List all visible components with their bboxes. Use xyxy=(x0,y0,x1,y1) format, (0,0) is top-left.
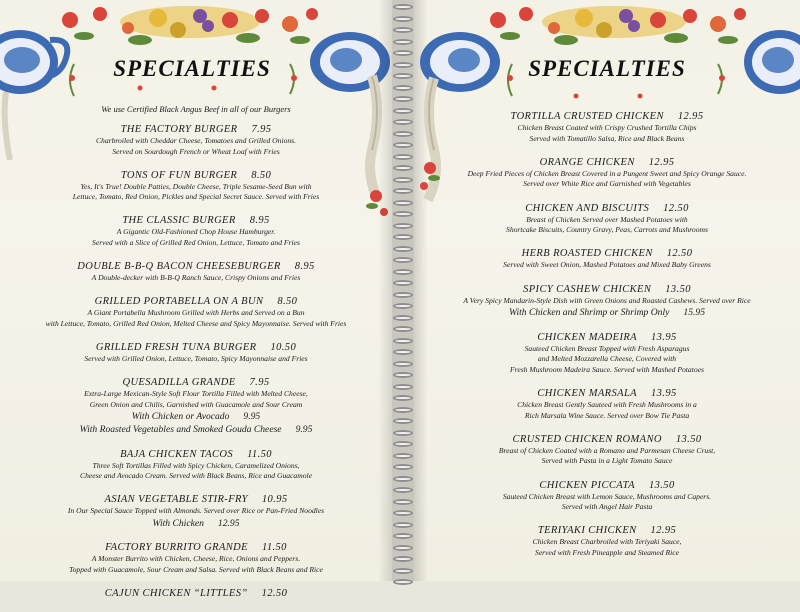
menu-item-name: TORTILLA CRUSTED CHICKEN xyxy=(510,111,664,122)
left-menu-page xyxy=(0,0,392,600)
menu-item-heading xyxy=(0,376,392,389)
spiral-coil xyxy=(393,188,413,194)
menu-item-heading xyxy=(414,387,800,400)
spiral-coil xyxy=(393,453,413,459)
spiral-coil xyxy=(393,73,413,79)
menu-item-name: CHICKEN PICCATA xyxy=(539,479,635,491)
menu-item-description: Sauteed Chicken Breast with Lemon Sauce, Mushrooms and Capers. xyxy=(502,491,712,501)
spiral-coil xyxy=(393,62,413,68)
menu-item xyxy=(0,169,392,203)
spiral-coil xyxy=(393,108,413,114)
menu-item-heading xyxy=(0,295,392,308)
menu-item-description: Three Soft Tortillas Filled with Spicy Chicken, Caramelized Onions, xyxy=(92,460,300,470)
menu-item-name: QUESADILLA GRANDE xyxy=(122,376,236,388)
spiral-coil xyxy=(393,154,413,160)
spiral-coil xyxy=(393,372,413,378)
menu-item-name: TONS OF FUN BURGER xyxy=(120,169,238,181)
menu-item xyxy=(0,448,392,482)
menu-item-description: A Gigantic Old-Fashioned Chop House Hamburger. xyxy=(116,227,276,237)
menu-item-description: Lettuce, Tomato, Red Onion, Pickles and Special Secret Sauce. Served with Fries xyxy=(72,192,320,202)
menu-item-description: Served on Sourdough French or Wheat Loaf with Fries xyxy=(112,146,280,156)
spiral-coil xyxy=(393,568,413,574)
menu-item-description: Charbroiled with Cheddar Cheese, Tomatoes and Grilled Onions. xyxy=(95,136,297,145)
menu-item-description: A Double-decker with B-B-Q Ranch Sauce, Crispy Onions and Fries xyxy=(91,273,301,283)
spiral-coil xyxy=(393,556,413,562)
spiral-coil xyxy=(393,522,413,528)
spiral-coil xyxy=(393,533,413,539)
menu-item xyxy=(414,110,800,144)
menu-item-price: 7.95 xyxy=(251,124,272,135)
spiral-coil xyxy=(393,142,413,148)
spiral-coil xyxy=(393,361,413,367)
spiral-coil xyxy=(393,292,413,298)
spiral-coil xyxy=(393,510,413,516)
menu-item-price: 8.95 xyxy=(294,261,315,273)
menu-item-heading xyxy=(0,169,392,182)
spiral-coil xyxy=(393,326,413,332)
menu-item-option xyxy=(0,423,392,436)
menu-item-description: Served with a Slice of Grilled Red Onion, Lettuce, Tomato and Fries xyxy=(92,237,300,247)
menu-item-heading xyxy=(0,448,392,461)
menu-item-description: Green Onion and Chilis, Garnished with Guacamole and Sour Cream xyxy=(89,399,303,409)
menu-item-description: Chicken Breast Charbroiled with Teriyaki Sauce, xyxy=(532,537,682,547)
menu-item-price: 13.50 xyxy=(648,479,675,491)
spiral-coil xyxy=(393,246,413,252)
spiral-coil xyxy=(393,257,413,263)
spiral-coil xyxy=(393,27,413,33)
menu-item xyxy=(414,283,800,320)
menu-item-name: CHICKEN MARSALA xyxy=(537,388,637,400)
menu-item-price: 11.50 xyxy=(247,448,272,460)
spiral-coil xyxy=(393,223,413,229)
menu-item-name: THE CLASSIC BURGER xyxy=(122,215,236,227)
spiral-coil xyxy=(393,165,413,171)
menu-item xyxy=(0,493,392,530)
spiral-coil xyxy=(393,119,413,125)
menu-item-name: DOUBLE B-B-Q BACON CHEESEBURGER xyxy=(77,261,281,273)
menu-item-name: CHICKEN MADEIRA xyxy=(537,331,637,343)
menu-item-heading xyxy=(0,341,392,354)
menu-item-name: GRILLED FRESH TUNA BURGER xyxy=(95,341,257,353)
menu-item-name: ORANGE CHICKEN xyxy=(539,156,635,168)
option-text: With Chicken xyxy=(152,517,204,529)
menu-item xyxy=(0,260,392,284)
menu-item-price: 10.95 xyxy=(261,494,288,506)
menu-item-description: Extra-Large Mexican-Style Soft Flour Tortilla Filled with Melted Cheese, xyxy=(84,388,308,398)
spiral-coil xyxy=(393,441,413,447)
menu-item-description: Served with Sweet Onion, Mashed Potatoes and Mixed Baby Greens xyxy=(503,260,711,270)
spiral-coil xyxy=(393,16,413,22)
menu-item-name: TERIYAKI CHICKEN xyxy=(537,525,637,537)
option-price: 9.95 xyxy=(243,411,261,423)
menu-item-description: Deep Fried Pieces of Chicken Breast Covered in a Pungent Sweet and Spicy Orange Sauce. xyxy=(467,168,747,178)
menu-item-description: Sauteed Chicken Breast Topped with Fresh Asparagus xyxy=(524,343,690,353)
menu-item-price: 12.50 xyxy=(261,588,288,600)
menu-item-description: Served with Angel Hair Pasta xyxy=(561,502,653,512)
menu-item-price: 13.95 xyxy=(651,331,677,343)
menu-item-heading xyxy=(414,524,800,537)
menu-item-name: GRILLED PORTABELLA ON A BUN xyxy=(94,296,264,308)
spiral-coil xyxy=(393,430,413,436)
page-title: SPECIALTIES xyxy=(113,56,271,81)
spiral-coil xyxy=(393,338,413,344)
menu-item-heading xyxy=(414,247,800,260)
menu-item-description: Breast of Chicken Served over Mashed Potatoes with xyxy=(526,214,688,224)
menu-item xyxy=(0,123,392,157)
flower-garland-icon xyxy=(490,6,746,45)
spiral-coil xyxy=(393,303,413,309)
menu-item-description: Cheese and Avocado Cream. Served with Black Beans, Rice and Guacamole xyxy=(80,471,312,481)
menu-item-heading xyxy=(414,110,800,123)
spiral-coil xyxy=(393,499,413,505)
menu-item-price: 10.50 xyxy=(270,341,297,353)
menu-item-description: Shortcake Biscuits, Country Gravy, Peas, Carrots and Mushrooms xyxy=(506,225,708,235)
menu-list xyxy=(0,104,392,612)
menu-item-heading xyxy=(0,493,392,506)
menu-item-heading xyxy=(414,283,800,296)
spiral-coil xyxy=(393,234,413,240)
spiral-coil xyxy=(393,384,413,390)
menu-item-option xyxy=(0,410,392,423)
menu-item-heading xyxy=(0,123,392,136)
menu-item xyxy=(414,524,800,558)
page-title: SPECIALTIES xyxy=(528,56,686,81)
menu-item-description: A Monster Burrito with Chicken, Cheese, Rice, Onions and Peppers. xyxy=(91,554,301,564)
menu-item-name: THE FACTORY BURGER xyxy=(120,124,238,135)
spiral-binding xyxy=(392,0,414,581)
menu-item-description: Yes, It's True! Double Patties, Double Cheese, Triple Sesame-Seed Bun with xyxy=(80,181,312,191)
menu-item-price: 8.95 xyxy=(249,215,270,227)
option-price: 9.95 xyxy=(295,424,313,436)
menu-item-name: ASIAN VEGETABLE STIR-FRY xyxy=(104,494,248,506)
spiral-coil xyxy=(393,39,413,45)
spiral-coil xyxy=(393,269,413,275)
menu-item-heading xyxy=(414,331,800,344)
menu-item xyxy=(0,587,392,600)
spiral-coil xyxy=(393,464,413,470)
menu-item xyxy=(0,376,392,436)
menu-item-heading xyxy=(0,541,392,554)
menu-item xyxy=(414,331,800,376)
menu-item-name: SPICY CASHEW CHICKEN xyxy=(523,283,652,295)
menu-item-option xyxy=(414,306,800,319)
spiral-coil xyxy=(393,200,413,206)
spiral-coil xyxy=(393,177,413,183)
menu-item-description: Topped with Guacamole, Sour Cream and Salsa. Served with Black Beans and Rice xyxy=(69,565,323,574)
menu-item-name: FACTORY BURRITO GRANDE xyxy=(105,542,248,554)
menu-item-description: with Lettuce, Tomato, Grilled Red Onion, Melted Cheese and Spicy Mayonnaise. Served with Fries xyxy=(45,318,347,328)
flower-garland-icon xyxy=(62,6,318,45)
menu-item-price: 12.95 xyxy=(648,156,675,168)
spiral-coil xyxy=(393,487,413,493)
menu-item-heading xyxy=(414,479,800,492)
menu-item-price: 12.50 xyxy=(666,248,693,260)
menu-item-price: 13.50 xyxy=(675,433,702,445)
menu-item-option xyxy=(0,517,392,530)
spiral-coil xyxy=(393,85,413,91)
menu-item xyxy=(414,202,800,236)
option-price: 12.95 xyxy=(217,517,240,529)
menu-item-description: Served with Fresh Pineapple and Steamed Rice xyxy=(535,548,679,558)
menu-item-price: 12.50 xyxy=(663,202,689,214)
menu-item-name: CRUSTED CHICKEN ROMANO xyxy=(512,433,662,445)
spiral-coil xyxy=(393,579,413,585)
menu-item-description: Rich Marsala Wine Sauce. Served over Bow Tie Pasta xyxy=(524,410,690,420)
spiral-coil xyxy=(393,407,413,413)
menu-item xyxy=(414,156,800,190)
menu-item-description: Served with Grilled Onion, Lettuce, Tomato, Spicy Mayonnaise and Fries xyxy=(84,353,308,363)
menu-item-heading xyxy=(0,587,392,600)
menu-item-price: 7.95 xyxy=(249,376,270,388)
menu-item-name: CHICKEN AND BISCUITS xyxy=(525,202,650,214)
menu-item-heading xyxy=(0,214,392,227)
menu-item-description: A Very Spicy Mandarin-Style Dish with Green Onions and Roasted Cashews. Served over Rice xyxy=(463,295,751,305)
menu-item-price: 11.50 xyxy=(261,542,287,554)
menu-item-price: 13.95 xyxy=(651,388,677,400)
spiral-coil xyxy=(393,395,413,401)
menu-item xyxy=(414,479,800,513)
menu-item-heading xyxy=(414,433,800,446)
menu-item-heading xyxy=(414,202,800,215)
menu-item-description: In Our Special Sauce Topped with Almonds. Served over Rice or Pan-Fried Noodles xyxy=(67,506,325,516)
menu-item-description: A Giant Portabella Mushroom Grilled with Herbs and Served on a Bun xyxy=(87,308,305,318)
menu-item-heading xyxy=(414,156,800,169)
right-menu-page xyxy=(414,0,800,581)
spiral-coil xyxy=(393,211,413,217)
spiral-coil xyxy=(393,315,413,321)
spiral-coil xyxy=(393,476,413,482)
spiral-coil xyxy=(393,4,413,10)
menu-item-description: Fresh Mushroom Madeira Sauce. Served with Mashed Potatoes xyxy=(510,364,704,374)
option-text: With Chicken or Avocado xyxy=(131,411,230,423)
menu-item-price: 12.95 xyxy=(677,111,704,122)
menu-item xyxy=(0,341,392,365)
spiral-coil xyxy=(393,96,413,102)
spiral-coil xyxy=(393,418,413,424)
menu-item-description: Served with Pasta in a Light Tomato Sauce xyxy=(541,456,673,466)
menu-item-name: HERB ROASTED CHICKEN xyxy=(521,248,653,260)
option-text: With Chicken and Shrimp or Shrimp Only xyxy=(508,307,670,319)
spiral-coil xyxy=(393,280,413,286)
menu-item xyxy=(0,214,392,248)
menu-item xyxy=(414,247,800,271)
menu-item-description: Chicken Breast Gently Sauteed with Fresh Mushrooms in a xyxy=(517,400,697,410)
menu-intro: We use Certified Black Angus Beef in all of our Burgers xyxy=(101,104,291,114)
menu-item-description: Served with Tomatillo Salsa, Rice and Black Beans xyxy=(529,133,685,143)
menu-item xyxy=(0,295,392,329)
menu-item xyxy=(0,541,392,575)
menu-item xyxy=(414,433,800,467)
spiral-coil xyxy=(393,50,413,56)
menu-item-heading xyxy=(0,260,392,273)
spiral-coil xyxy=(393,131,413,137)
menu-item-name: CAJUN CHICKEN “LITTLES” xyxy=(104,588,248,600)
menu-item-price: 8.50 xyxy=(277,296,298,308)
option-text: With Roasted Vegetables and Smoked Gouda Cheese xyxy=(79,424,282,436)
option-price: 15.95 xyxy=(683,307,705,319)
menu-item-price: 12.95 xyxy=(650,525,677,537)
menu-item-description: Served over White Rice and Garnished with Vegetables xyxy=(523,179,691,189)
menu-list xyxy=(414,110,800,570)
menu-item xyxy=(414,387,800,421)
spiral-coil xyxy=(393,349,413,355)
menu-item-price: 13.50 xyxy=(665,283,691,295)
menu-item-description: Breast of Chicken Coated with a Romano and Parmesan Cheese Crust, xyxy=(498,445,716,455)
menu-item-name: BAJA CHICKEN TACOS xyxy=(120,448,234,460)
spiral-coil xyxy=(393,545,413,551)
menu-item-description: and Melted Mozzarella Cheese, Covered with xyxy=(537,354,677,364)
menu-item-description: Chicken Breast Coated with Crispy Crushed Tortilla Chips xyxy=(517,123,697,132)
menu-item-price: 8.50 xyxy=(251,169,272,181)
